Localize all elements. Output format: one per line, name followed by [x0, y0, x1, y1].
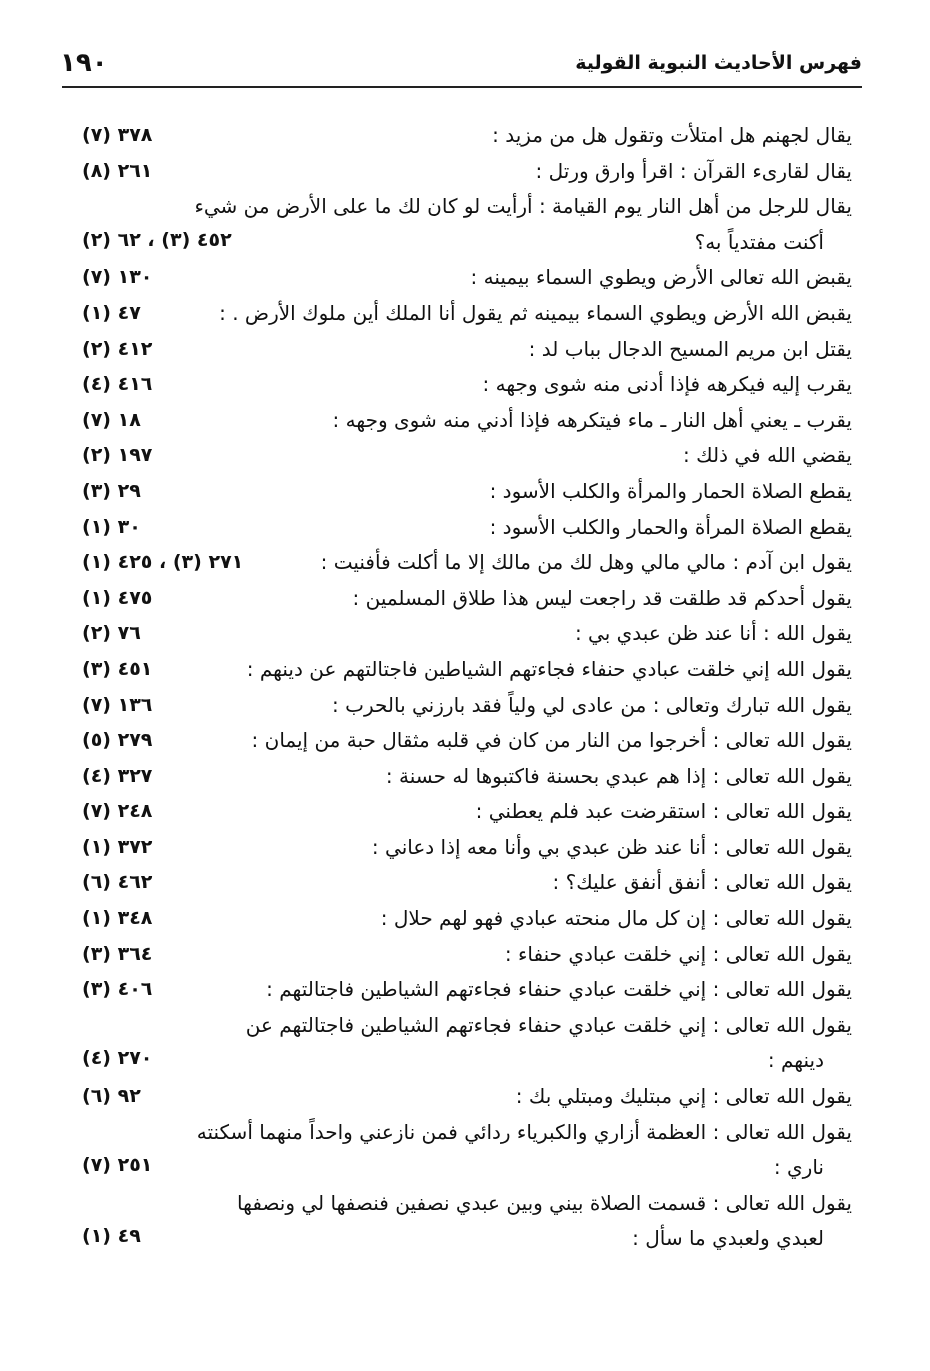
hadith-line-continuation: ناري : — [773, 1155, 824, 1180]
hadith-text — [162, 332, 852, 368]
index-entry — [0, 759, 930, 795]
index-entry — [0, 510, 930, 546]
page-reference: ٢٤٨ (٧) — [82, 800, 153, 823]
hadith-line: يقول أحدكم قد طلقت قد راجعت ليس هذا طلاق المسلمين : — [352, 585, 852, 610]
page-reference: ١٣٠ (٧) — [82, 266, 153, 289]
hadith-line: يقال لقارىء القرآن : اقرأ وارق ورتل : — [535, 158, 852, 183]
hadith-line: يقرب إليه فيكرهه فإذا أدنى منه شوى وجهه : — [482, 372, 852, 397]
hadith-line: يقول الله تعالى : إني مبتليك ومبتلي بك : — [515, 1084, 852, 1109]
hadith-line: يقول الله تعالى : استقرضت عبد فلم يعطني : — [475, 799, 852, 824]
page-reference: ٤٠٦ (٣) — [82, 978, 153, 1001]
hadith-line: يقول الله : أنا عند ظن عبدي بي : — [574, 621, 852, 646]
hadith-text — [162, 296, 852, 332]
index-entry — [0, 189, 930, 260]
page-reference: ٤٩ (١) — [82, 1225, 141, 1248]
hadith-text — [162, 1115, 852, 1186]
hadith-line: يقول الله تعالى : إذا هم عبدي بحسنة فاكتبوها له حسنة : — [385, 763, 852, 788]
hadith-line: يقول الله تعالى : أنفق أنفق عليك؟ : — [552, 870, 852, 895]
hadith-line: يقول الله تبارك وتعالى : من عادى لي ولياً فقد بارزني بالحرب : — [332, 692, 852, 717]
hadith-line: يقول ابن آدم : مالي مالي وهل لك من مالك إلا ما أكلت فأفنيت : — [320, 550, 852, 575]
index-entry — [0, 118, 930, 154]
page-reference: ٤٥٢ (٣) ، ٦٢ (٢) — [82, 228, 232, 251]
index-entry — [0, 865, 930, 901]
hadith-line: يقول الله إني خلقت عبادي حنفاء فجاءتهم الشياطين فاجتالتهم عن دينهم : — [246, 656, 852, 681]
index-entry — [0, 937, 930, 973]
hadith-line: يقول الله تعالى : إن كل مال منحته عبادي فهو لهم حلال : — [380, 906, 852, 931]
page-reference: ٤٦٢ (٦) — [82, 871, 153, 894]
index-entry — [0, 367, 930, 403]
index-entry — [0, 688, 930, 724]
index-entry — [0, 332, 930, 368]
page-reference: ٣٢٧ (٤) — [82, 764, 153, 787]
page-reference: ٣٤٨ (١) — [82, 907, 153, 930]
page-reference: ٢٩ (٣) — [82, 479, 141, 502]
page-reference: ٣٧٨ (٧) — [82, 124, 153, 146]
hadith-line: يقرب ـ يعني أهل النار ـ ماء فيتكرهه فإذا أدني منه شوى وجهه : — [332, 407, 852, 432]
hadith-line-continuation: لعبدي ولعبدي ما سأل : — [632, 1226, 824, 1251]
hadith-line: يقطع الصلاة الحمار والمرأة والكلب الأسود : — [489, 478, 852, 503]
index-entry — [0, 830, 930, 866]
index-entry — [0, 794, 930, 830]
hadith-text — [162, 830, 852, 866]
hadith-line: يقول الله تعالى : إني خلقت عبادي حنفاء فجاءتهم الشياطين فاجتالتهم : — [266, 977, 852, 1002]
hadith-line: يقول الله تعالى : إني خلقت عبادي حنفاء فجاءتهم الشياطين فاجتالتهم عن — [245, 1012, 852, 1037]
hadith-text — [162, 759, 852, 795]
hadith-text — [162, 616, 852, 652]
hadith-text — [162, 1008, 852, 1079]
page-reference: ٤٥١ (٣) — [82, 657, 153, 680]
index-entry — [0, 1008, 930, 1079]
hadith-index-list — [0, 118, 930, 1257]
hadith-text — [162, 865, 852, 901]
page-header — [60, 48, 862, 88]
index-entry — [0, 652, 930, 688]
index-entry — [0, 901, 930, 937]
hadith-text — [162, 937, 852, 973]
page-reference: ٣٧٢ (١) — [82, 835, 153, 858]
hadith-text — [162, 1186, 852, 1257]
hadith-text — [162, 581, 852, 617]
page-reference: ٧٦ (٢) — [82, 622, 141, 645]
index-entry — [0, 296, 930, 332]
hadith-line: يقضي الله في ذلك : — [683, 443, 852, 468]
hadith-line-continuation: أكنت مفتدياً به؟ — [694, 229, 824, 254]
running-title: فهرس الأحاديث النبوية القولية — [575, 52, 862, 74]
hadith-text — [162, 972, 852, 1008]
hadith-text — [162, 154, 852, 190]
hadith-text — [162, 118, 852, 154]
hadith-line: يقول الله تعالى : إني خلقت عبادي حنفاء : — [504, 941, 852, 966]
page-number: ١٩٠ — [60, 48, 108, 78]
hadith-text — [162, 260, 852, 296]
hadith-line: يقال لجهنم هل امتلأت وتقول هل من مزيد : — [492, 123, 852, 147]
index-entry — [0, 438, 930, 474]
hadith-text — [162, 901, 852, 937]
page-reference: ٤١٦ (٤) — [82, 373, 153, 396]
index-entry — [0, 545, 930, 581]
index-entry — [0, 1186, 930, 1257]
index-entry — [0, 972, 930, 1008]
page-reference: ٢٧١ (٣) ، ٤٢٥ (١) — [82, 551, 244, 574]
hadith-line: يقول الله تعالى : أخرجوا من النار من كان في قلبه مثقال حبة من إيمان : — [251, 728, 852, 753]
hadith-text — [162, 1079, 852, 1115]
hadith-line: يقبض الله تعالى الأرض ويطوي السماء بيمينه : — [470, 265, 852, 290]
index-entry — [0, 403, 930, 439]
page-reference: ٢٧٠ (٤) — [82, 1047, 153, 1070]
hadith-text — [162, 794, 852, 830]
hadith-text — [162, 723, 852, 759]
index-entry — [0, 260, 930, 296]
hadith-line: يقول الله تعالى : أنا عند ظن عبدي بي وأنا معه إذا دعاني : — [371, 834, 852, 859]
hadith-line: يقتل ابن مريم المسيح الدجال بباب لد : — [528, 336, 852, 361]
hadith-text — [162, 545, 852, 581]
hadith-text — [162, 367, 852, 403]
hadith-line: يقول الله تعالى : قسمت الصلاة بيني وبين عبدي نصفين فنصفها لي ونصفها — [237, 1190, 852, 1215]
index-entry — [0, 723, 930, 759]
hadith-line: يقال للرجل من أهل النار يوم القيامة : أرأيت لو كان لك ما على الأرض من شيء — [194, 194, 852, 219]
page-reference: ٣٦٤ (٣) — [82, 942, 153, 965]
page-reference: ٤٧٥ (١) — [82, 586, 153, 609]
page-reference: ٤١٢ (٢) — [82, 337, 153, 360]
page-reference: ١٩٧ (٢) — [82, 444, 153, 467]
page-reference: ٢٦١ (٨) — [82, 159, 153, 182]
page-reference: ١٨ (٧) — [82, 408, 141, 431]
page-reference: ٢٥١ (٧) — [82, 1154, 153, 1177]
hadith-text — [162, 510, 852, 546]
index-entry — [0, 154, 930, 190]
hadith-text — [162, 438, 852, 474]
index-entry — [0, 616, 930, 652]
page-reference: ٩٢ (٦) — [82, 1085, 141, 1108]
index-entry — [0, 1115, 930, 1186]
hadith-text — [162, 474, 852, 510]
hadith-text — [162, 189, 852, 260]
page-reference: ٤٧ (١) — [82, 301, 141, 324]
hadith-line: يقول الله تعالى : العظمة أزاري والكبرياء ردائي فمن نازعني واحداً منهما أسكنته — [196, 1119, 852, 1144]
hadith-line-continuation: دينهم : — [767, 1048, 824, 1073]
index-entry — [0, 474, 930, 510]
index-entry — [0, 1079, 930, 1115]
page-reference: ١٣٦ (٧) — [82, 693, 153, 716]
hadith-line: يقطع الصلاة المرأة والحمار والكلب الأسود : — [489, 514, 852, 539]
hadith-text — [162, 688, 852, 724]
hadith-text — [162, 403, 852, 439]
index-entry — [0, 581, 930, 617]
hadith-text — [162, 652, 852, 688]
hadith-line: يقبض الله الأرض ويطوي السماء بيمينه ثم يقول أنا الملك أين ملوك الأرض . : — [219, 300, 852, 325]
page-reference: ٣٠ (١) — [82, 515, 141, 538]
page-reference: ٢٧٩ (٥) — [82, 729, 153, 752]
